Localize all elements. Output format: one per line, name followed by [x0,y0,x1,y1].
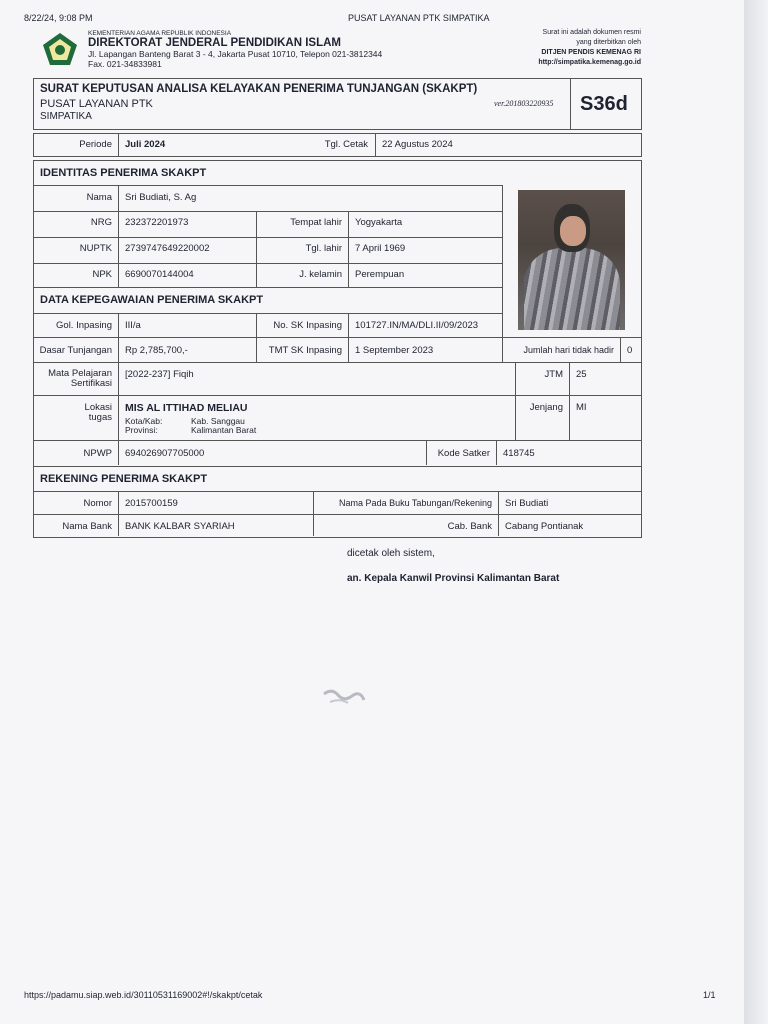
mapel-label-2: Sertifikasi [70,378,112,389]
jenjang-label: Jenjang [515,395,569,440]
npwp-label: NPWP [83,448,112,459]
cabang-bank-label: Cab. Bank [313,514,498,536]
official-note-line2: yang diterbitkan oleh [576,39,641,46]
document-code: S36d [580,93,628,115]
directorate-fax: Fax. 021-34833981 [88,59,162,69]
nuptk-value: 2739747649220002 [118,237,256,263]
mapel-value: [2022-237] Fiqih [118,363,515,395]
provinsi-value: Kalimantan Barat [191,425,257,435]
bank-heading: REKENING PENERIMA SKAKPT [40,473,208,485]
kode-satker-value: 418745 [496,440,641,465]
printed-by-system: dicetak oleh sistem, [347,548,435,559]
page-url: https://padamu.siap.web.id/30110531169002#!/skakpt/cetak [24,990,263,1000]
npwp-value: 694026907705000 [118,440,426,465]
provinsi-label: Provinsi: [125,425,158,435]
nomor-rekening-label: Nomor [83,498,112,509]
nama-value: Sri Budiati, S. Ag [118,185,502,211]
npk-value: 6690070144004 [118,263,256,287]
document-code-cell [570,79,643,129]
nomor-rekening-value: 2015700159 [118,491,313,514]
absence-value: 0 [620,338,641,362]
ministry-name: KEMENTERIAN AGAMA REPUBLIK INDONESIA [88,30,232,37]
school-name: MIS AL ITTIHAD MELIAU [125,402,248,414]
jtm-value: 25 [569,363,641,395]
assignment-box [33,363,642,467]
period-row [33,133,642,157]
official-note-org: DITJEN PENDIS KEMENAG RI [541,49,641,56]
signatory-line: an. Kepala Kanwil Provinsi Kalimantan Barat [347,573,560,584]
dasar-tunjangan-label: Dasar Tunjangan [39,345,112,356]
npk-label: NPK [92,269,112,280]
tempat-lahir-label: Tempat lahir [256,211,348,237]
nrg-value: 232372201973 [118,211,256,237]
kemenag-logo-icon [42,32,78,66]
tgl-lahir-label: Tgl. lahir [256,237,348,263]
directorate-address: Jl. Lapangan Banteng Barat 3 - 4, Jakarta Pusat 10710, Telepon 021-3812344 [88,49,383,59]
jenis-kelamin-label: J. kelamin [256,263,348,287]
identity-heading: IDENTITAS PENERIMA SKAKPT [40,167,207,179]
tgl-lahir-value: 7 April 1969 [348,237,502,263]
dasar-tunjangan-value: Rp 2,785,700,- [118,338,256,362]
print-date-label: Tgl. Cetak [324,139,368,150]
document-version: ver.201803220935 [494,99,554,108]
mapel-label-1: Mata Pelajaran [48,368,112,379]
nuptk-label: NUPTK [79,243,112,254]
no-sk-inpasing-value: 101727.IN/MA/DLI.II/09/2023 [348,313,502,338]
nama-label: Nama [86,192,112,203]
gol-inpasing-label: Gol. Inpasing [56,320,112,331]
nama-buku-label: Nama Pada Buku Tabungan/Rekening [313,491,498,514]
tmt-sk-label: TMT SK Inpasing [256,338,348,362]
lokasi-cell [118,395,516,440]
jenis-kelamin-value: Perempuan [348,263,502,287]
lokasi-label-1: Lokasi [84,402,112,413]
recipient-photo [518,190,625,330]
period-label: Periode [79,139,112,150]
print-date-value: 22 Agustus 2024 [375,134,641,156]
kode-satker-label: Kode Satker [426,440,496,465]
absence-label: Jumlah hari tidak hadir [502,338,620,362]
official-note-url: http://simpatika.kemenag.go.id [538,59,641,66]
gol-inpasing-value: III/a [118,313,256,338]
lokasi-label-2: tugas [88,412,112,423]
official-note-line1: Surat ini adalah dokumen resmi [542,29,641,36]
nama-bank-label: Nama Bank [62,521,112,532]
tempat-lahir-value: Yogyakarta [348,211,502,237]
document-subtitle-2: SIMPATIKA [40,111,92,122]
cabang-bank-value: Cabang Pontianak [498,514,641,536]
nama-buku-value: Sri Budiati [498,491,641,514]
print-datetime: 8/22/24, 9:08 PM [24,13,93,23]
bank-box [33,467,642,538]
directorate-name: DIREKTORAT JENDERAL PENDIDIKAN ISLAM [88,37,342,49]
title-box [33,78,642,130]
kota-value: Kab. Sanggau [191,416,245,426]
document-subtitle-1: PUSAT LAYANAN PTK [40,98,153,110]
page-number: 1/1 [703,990,716,1000]
kota-label: Kota/Kab: [125,416,163,426]
no-sk-inpasing-label: No. SK Inpasing [256,313,348,338]
scan-edge [744,0,768,1024]
period-value: Juli 2024 [118,134,318,156]
document-title: SURAT KEPUTUSAN ANALISA KELAYAKAN PENERIMA TUNJANGAN (SKAKPT) [40,83,478,95]
nrg-label: NRG [90,217,112,228]
nama-bank-value: BANK KALBAR SYARIAH [118,514,313,536]
jtm-label: JTM [515,363,569,395]
employment-heading: DATA KEPEGAWAIAN PENERIMA SKAKPT [40,294,264,306]
tmt-sk-value: 1 September 2023 [348,338,502,362]
dasar-tunjangan-row [33,338,642,363]
print-title: PUSAT LAYANAN PTK SIMPATIKA [348,13,490,23]
scan-smudge-mark [320,686,366,708]
jenjang-value: MI [569,395,641,440]
